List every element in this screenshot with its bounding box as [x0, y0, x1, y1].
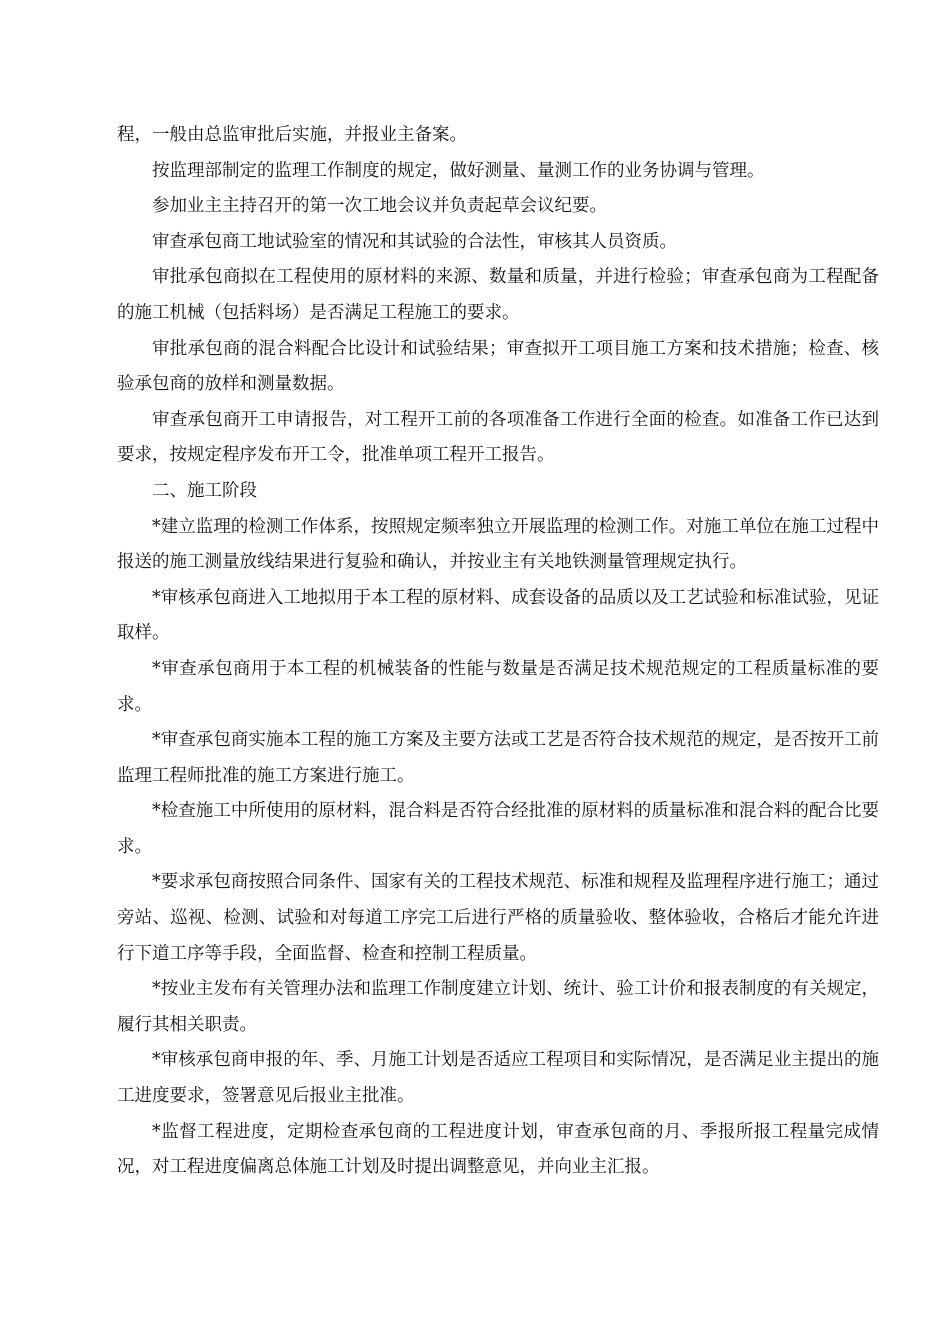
- paragraph: 审查承包商工地试验室的情况和其试验的合法性，审核其人员资质。: [152, 231, 677, 252]
- paragraph: *审核承包商进入工地拟用于本工程的原材料、成套设备的品质以及工艺试验和标准试验，见证取样。: [117, 587, 879, 644]
- document-page: [117, 118, 879, 1186]
- paragraph-continued: 程，一般由总监审批后实施，并报业主备案。: [117, 125, 467, 145]
- paragraph: 审批承包商的混合料配合比设计和试验结果；审查拟开工项目施工方案和技术措施；检查、核验承包商的放样和测量数据。: [117, 338, 879, 395]
- paragraph: 审查承包商开工申请报告，对工程开工前的各项准备工作进行全面的检查。如准备工作已达到要求，按规定程序发布开工令，批准单项工程开工报告。: [117, 409, 879, 466]
- paragraph: 审批承包商拟在工程使用的原材料的来源、数量和质量，并进行检验；审查承包商为工程配备的施工机械（包括料场）是否满足工程施工的要求。: [117, 267, 879, 323]
- paragraph: *检查施工中所使用的原材料，混合料是否符合经批准的原材料的质量标准和混合料的配合比要求。: [117, 801, 879, 857]
- paragraph: *审核承包商申报的年、季、月施工计划是否适应工程项目和实际情况，是否满足业主提出的施工进度要求，签署意见后报业主批准。: [117, 1050, 879, 1107]
- paragraph: 参加业主主持召开的第一次工地会议并负责起草会议纪要。: [152, 196, 607, 217]
- paragraph: *按业主发布有关管理办法和监理工作制度建立计划、统计、验工计价和报表制度的有关规定，履行其相关职责。: [117, 979, 879, 1035]
- paragraph: *审查承包商实施本工程的施工方案及主要方法或工艺是否符合技术规范的规定，是否按开工前监理工程师批准的施工方案进行施工。: [117, 730, 879, 786]
- paragraph: *要求承包商按照合同条件、国家有关的工程技术规范、标准和规程及监理程序进行施工；通过旁站、巡视、检测、试验和对每道工序完工后进行严格的质量验收、整体验收，合格后才能允许进行下道工序等手段，全面监督、检查和控制工程质量。: [117, 872, 879, 964]
- paragraph: *监督工程进度，定期检查承包商的工程进度计划，审查承包商的月、季报所报工程量完成情况，对工程进度偏离总体施工计划及时提出调整意见，并向业主汇报。: [117, 1121, 879, 1178]
- paragraph: *建立监理的检测工作体系，按照规定频率独立开展监理的检测工作。对施工单位在施工过程中报送的施工测量放线结果进行复验和确认，并按业主有关地铁测量管理规定执行。: [117, 516, 879, 573]
- paragraph: 按监理部制定的监理工作制度的规定，做好测量、量测工作的业务协调与管理。: [152, 160, 765, 181]
- paragraph: *审查承包商用于本工程的机械装备的性能与数量是否满足技术规范规定的工程质量标准的要求。: [117, 658, 879, 715]
- section-heading: 二、施工阶段: [152, 480, 257, 501]
